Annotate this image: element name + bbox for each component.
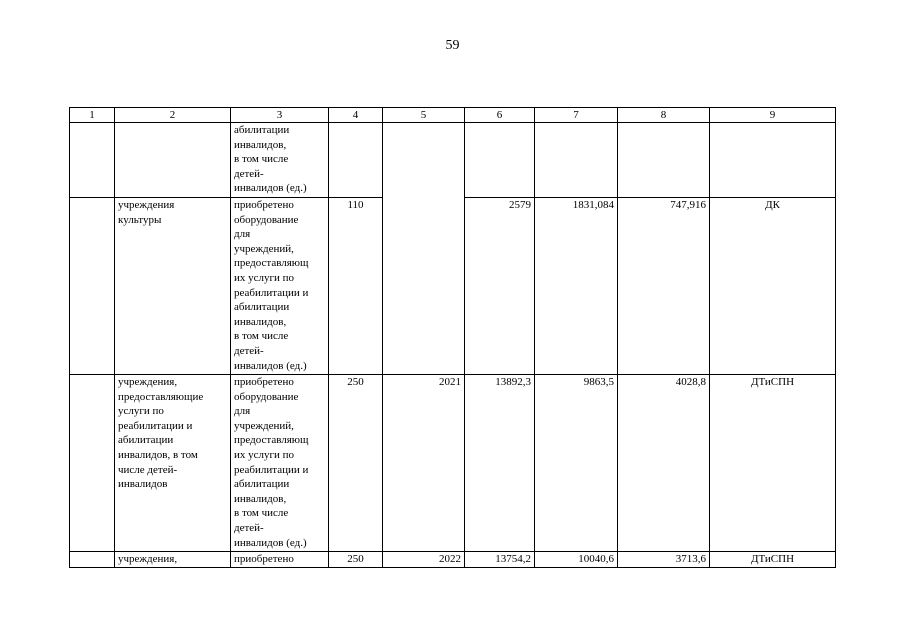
header-cell-7: 7 <box>535 108 618 123</box>
table-cell: приобретено оборудование для учреждений, предоставляющ их услуги по реабилитации и абилитации инвалидов, в том числе детей- инвалидов (ед.) <box>231 375 329 552</box>
header-cell-5: 5 <box>383 108 465 123</box>
header-cell-3: 3 <box>231 108 329 123</box>
table-cell: 2579 <box>465 198 535 375</box>
table-cell: учреждения культуры <box>115 198 231 375</box>
table-row <box>70 375 836 552</box>
table-cell-merged <box>383 123 465 375</box>
table-cell: 13754,2 <box>465 552 535 568</box>
table-cell: 1831,084 <box>535 198 618 375</box>
table-cell: 3713,6 <box>618 552 710 568</box>
table-cell: 2021 <box>383 375 465 552</box>
header-cell-9: 9 <box>710 108 836 123</box>
table-cell: 747,916 <box>618 198 710 375</box>
table-cell: 4028,8 <box>618 375 710 552</box>
table-cell: 2022 <box>383 552 465 568</box>
table-cell <box>535 123 618 198</box>
header-row <box>70 108 836 123</box>
table-cell <box>70 123 115 198</box>
header-cell-1: 1 <box>70 108 115 123</box>
table-cell <box>329 123 383 198</box>
header-cell-2: 2 <box>115 108 231 123</box>
table-row <box>70 552 836 568</box>
table-cell <box>465 123 535 198</box>
table-cell: 10040,6 <box>535 552 618 568</box>
table-cell: приобретено оборудование для учреждений, предоставляющ их услуги по реабилитации и абилитации инвалидов, в том числе детей- инвалидов (ед.) <box>231 198 329 375</box>
table-cell: приобретено <box>231 552 329 568</box>
table-cell <box>618 123 710 198</box>
table-cell: абилитации инвалидов, в том числе детей- инвалидов (ед.) <box>231 123 329 198</box>
table-cell: ДТиСПН <box>710 375 836 552</box>
table-row <box>70 123 836 198</box>
table-cell: ДТиСПН <box>710 552 836 568</box>
table-cell: учреждения, <box>115 552 231 568</box>
header-cell-4: 4 <box>329 108 383 123</box>
table-cell <box>70 552 115 568</box>
table-cell <box>70 198 115 375</box>
header-cell-8: 8 <box>618 108 710 123</box>
page-number: 59 <box>445 38 460 53</box>
table-cell: 250 <box>329 375 383 552</box>
table-cell <box>115 123 231 198</box>
data-table <box>69 107 836 568</box>
table-cell: учреждения, предоставляющие услуги по реабилитации и абилитации инвалидов, в том числе детей- инвалидов <box>115 375 231 552</box>
table-cell <box>710 123 836 198</box>
table-cell: 110 <box>329 198 383 375</box>
table-cell <box>70 375 115 552</box>
table-cell: 250 <box>329 552 383 568</box>
table-cell: 13892,3 <box>465 375 535 552</box>
table-cell: ДК <box>710 198 836 375</box>
header-cell-6: 6 <box>465 108 535 123</box>
table-cell: 9863,5 <box>535 375 618 552</box>
